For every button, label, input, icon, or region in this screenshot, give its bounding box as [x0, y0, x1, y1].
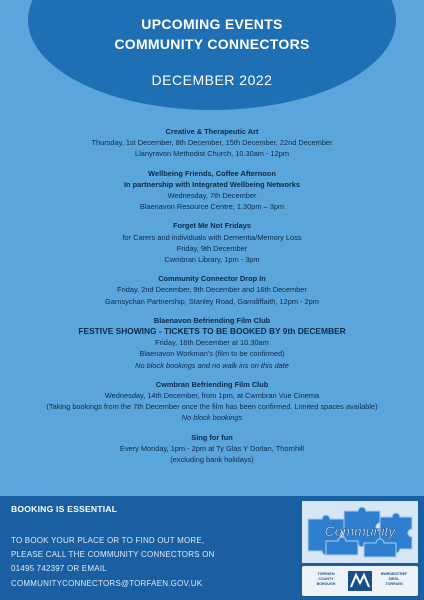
event-forget-me-not [0, 220, 424, 265]
events-list [0, 126, 424, 473]
logo-line: TORFAEN [317, 572, 335, 576]
booking-info [11, 534, 215, 591]
page-date: DECEMBER 2022 [151, 72, 273, 88]
torfaen-emblem-icon [348, 571, 372, 591]
event-detail: Friday, 9th December [176, 243, 248, 253]
event-detail: Every Monday, 1pm - 2pm at Ty Glas Y Dorlan, Thornhill [119, 443, 305, 453]
logo-line: SIROL [388, 576, 400, 581]
event-detail: (Taking bookings from the 7th December once the film has been confirmed. Limited spaces available) [46, 402, 378, 412]
community-puzzle-image [302, 501, 418, 563]
event-wellbeing-friends [0, 168, 424, 213]
puzzle-word: Community [324, 523, 396, 539]
booking-line: 01495 742397 OR EMAIL [11, 564, 107, 574]
booking-line: TO BOOK YOUR PLACE OR TO FIND OUT MORE, [11, 536, 205, 545]
event-highlight: FESTIVE SHOWING - TICKETS TO BE BOOKED BY 9th DECEMBER [78, 326, 346, 337]
event-title: Sing for fun [191, 432, 233, 442]
torfaen-logo [302, 566, 418, 596]
event-title: Blaenavon Befriending Film Club [153, 315, 271, 325]
page-title-line2: COMMUNITY CONNECTORS [114, 36, 310, 52]
event-sing-for-fun [0, 432, 424, 466]
event-detail: Cwmbran Library, 1pm - 3pm [164, 255, 260, 265]
event-creative-art [0, 126, 424, 160]
event-title: Cwmbran Befriending Film Club [155, 379, 269, 389]
event-note: No block bookings [181, 413, 243, 423]
event-detail: Garnsychan Partnership, Stanley Road, Garndiffaith, 12pm - 2pm [105, 296, 319, 306]
event-detail: Blaenavon Workman’s (film to be confirmed) [139, 349, 285, 359]
event-detail: Llanyravon Methodist Church, 10.30am - 12pm [134, 149, 290, 159]
booking-title: BOOKING IS ESSENTIAL [11, 504, 118, 514]
event-title: Wellbeing Friends, Coffee Afternoon [148, 168, 276, 178]
event-drop-in [0, 273, 424, 307]
booking-line: PLEASE CALL THE COMMUNITY CONNECTORS ON [11, 550, 215, 560]
event-detail: Blaenavon Resource Centre, 1.30pm – 3pm [139, 202, 285, 212]
event-title: Creative & Therapeutic Art [165, 127, 259, 136]
event-detail: Friday, 2nd December, 9th December and 16th December [117, 285, 307, 295]
logo-text-welsh [376, 572, 412, 586]
event-detail: Friday, 16th December at 10.30am [155, 338, 269, 348]
event-blaenavon-film-club [0, 315, 424, 371]
logo-line: COUNTY [318, 576, 334, 581]
logo-line: TORFAEN [385, 581, 403, 586]
event-title: Forget Me Not Fridays [172, 221, 252, 231]
event-detail: for Carers and individuals with Dementia/Memory Loss [122, 232, 302, 242]
event-cwmbran-film-club [0, 379, 424, 424]
logo-line: BWRDEISTREF [380, 572, 408, 576]
event-detail: Wednesday, 14th December, from 1pm, at Cwmbran Vue Cinema [104, 391, 320, 401]
event-note: No block bookings and no walk ins on this date [135, 360, 289, 370]
event-title: Community Connector Drop In [158, 274, 266, 284]
logo-text-english [308, 572, 344, 586]
event-detail: Wednesday, 7th December [167, 191, 257, 201]
logo-line: BOROUGH [316, 581, 336, 586]
page-title-line1: UPCOMING EVENTS [141, 16, 283, 32]
event-detail: Thursday, 1st December, 8th December, 15th December, 22nd December [91, 138, 333, 148]
booking-email[interactable]: COMMUNITYCONNECTORS@TORFAEN.GOV.UK [11, 578, 203, 588]
event-detail: (excluding bank holidays) [170, 455, 254, 465]
event-subtitle: In partnership with Integrated Wellbeing Networks [123, 179, 301, 189]
